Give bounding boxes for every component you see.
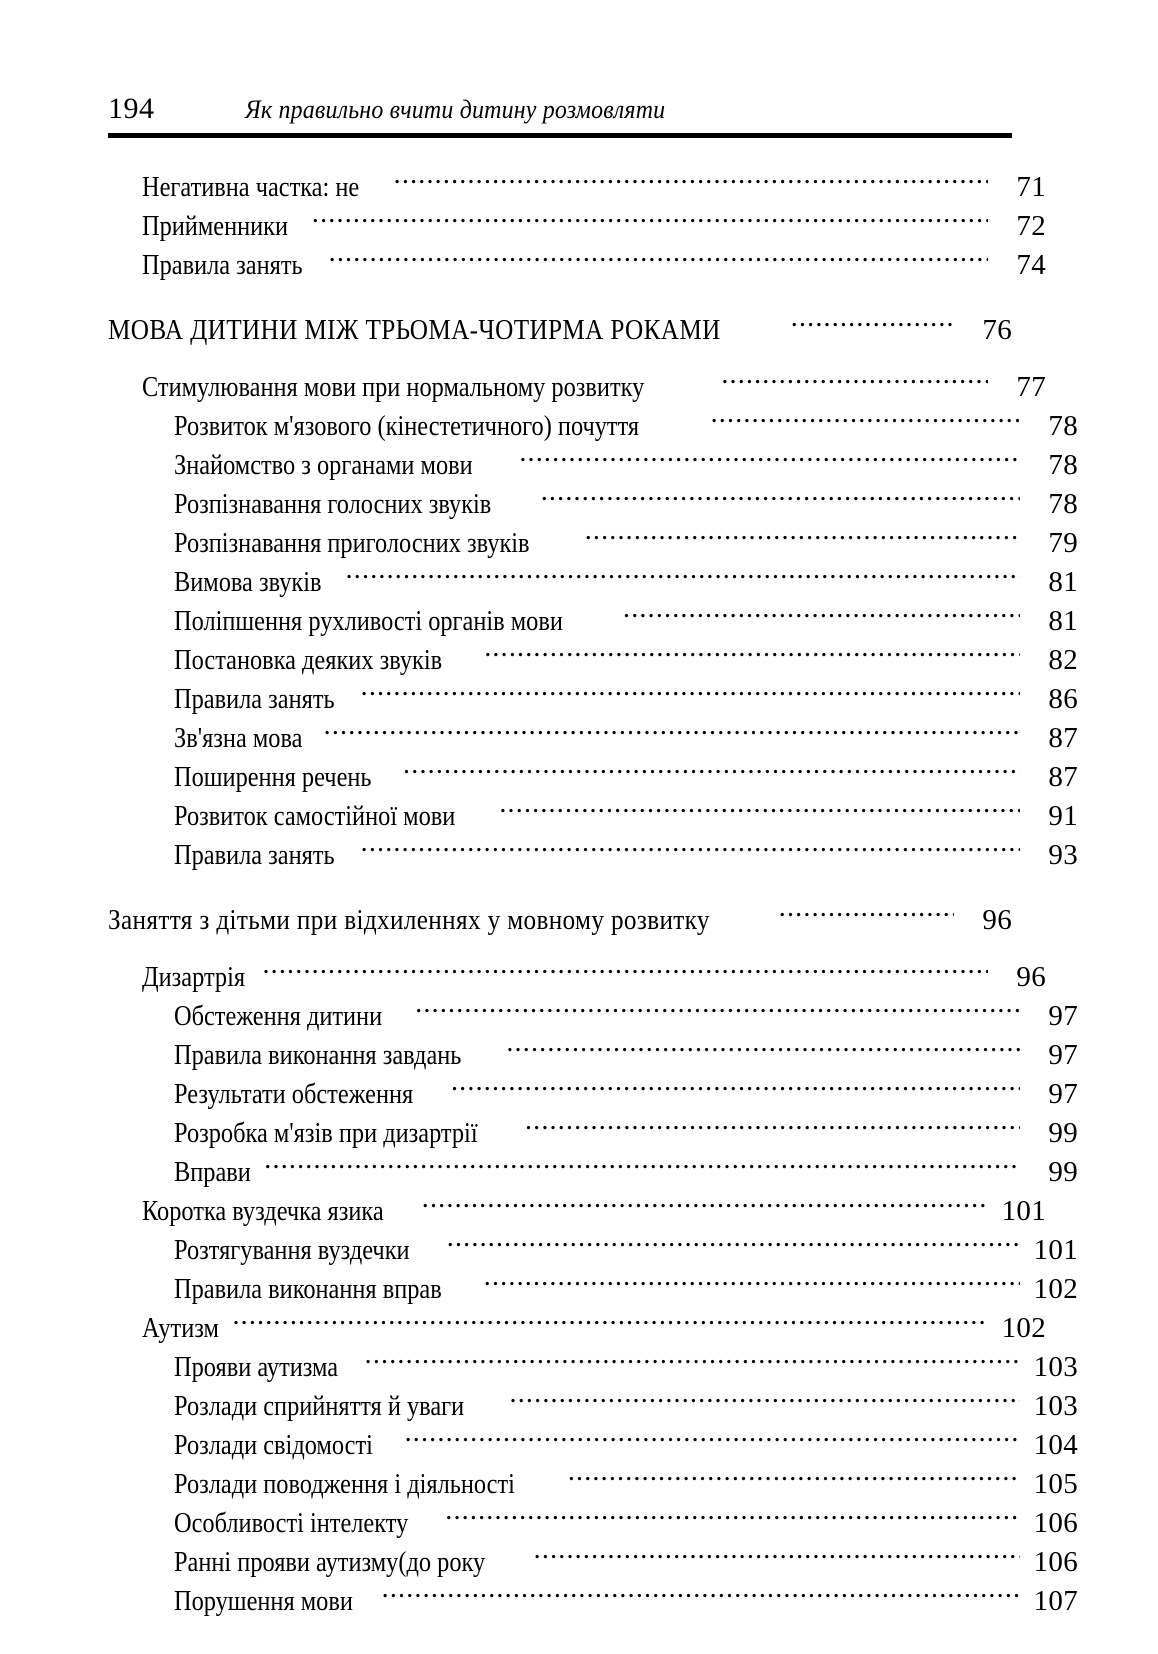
toc-dot-leader bbox=[346, 563, 1020, 591]
toc-entry[interactable] bbox=[108, 641, 1078, 680]
toc-entry-page-number: 81 bbox=[1048, 605, 1078, 637]
toc-entry-page-number: 93 bbox=[1048, 839, 1078, 871]
toc-entry-label: Зв'язна мова bbox=[174, 723, 303, 754]
toc-entry-page-number: 82 bbox=[1048, 644, 1078, 676]
toc-entry-label: МОВА ДИТИНИ МІЖ ТРЬОМА-ЧОТИРМА РОКАМИ bbox=[108, 315, 721, 346]
toc-dot-leader bbox=[403, 758, 1020, 786]
toc-entry[interactable] bbox=[108, 797, 1078, 836]
toc-entry-label: Розвиток м'язового (кінестетичного) почуття bbox=[174, 411, 640, 442]
toc-entry[interactable] bbox=[108, 407, 1078, 446]
toc-entry-label: Поліпшення рухливості органів мови bbox=[174, 606, 563, 637]
toc-entry[interactable] bbox=[108, 1387, 1078, 1426]
toc-entry-page-number: 81 bbox=[1048, 566, 1078, 598]
toc-entry-page-number: 96 bbox=[1016, 961, 1046, 993]
toc-entry-label: Поширення речень bbox=[174, 762, 372, 793]
toc-entry-label: Правила занять bbox=[174, 684, 335, 715]
toc-entry-label: Знайомство з органами мови bbox=[174, 450, 473, 481]
toc-dot-leader bbox=[779, 901, 954, 929]
toc-entry-page-number: 76 bbox=[982, 314, 1012, 346]
toc-entry-label: Вправи bbox=[174, 1157, 251, 1188]
toc-entry[interactable] bbox=[108, 207, 1046, 246]
toc-entry[interactable] bbox=[108, 524, 1078, 563]
toc-entry-page-number: 91 bbox=[1048, 800, 1078, 832]
toc-dot-leader bbox=[506, 1036, 1020, 1064]
toc-entry[interactable] bbox=[108, 1426, 1078, 1465]
toc-entry-label: Результати обстеження bbox=[174, 1079, 414, 1110]
toc-entry-page-number: 96 bbox=[982, 904, 1012, 936]
toc-entry-label: Розлади свідомості bbox=[174, 1430, 373, 1461]
toc-entry-page-number: 72 bbox=[1016, 210, 1046, 242]
toc-entry[interactable] bbox=[108, 1270, 1078, 1309]
toc-dot-leader bbox=[484, 641, 1020, 669]
toc-dot-leader bbox=[361, 680, 1020, 708]
toc-entry-label: Розвиток самостійної мови bbox=[174, 801, 456, 832]
toc-entry[interactable] bbox=[108, 246, 1046, 285]
toc-entry-page-number: 103 bbox=[1033, 1351, 1078, 1383]
toc-entry-page-number: 101 bbox=[1001, 1195, 1046, 1227]
toc-entry-label: Порушення мови bbox=[174, 1586, 353, 1617]
toc-entry-label: Розлади сприйняття й уваги bbox=[174, 1391, 465, 1422]
toc-entry-label: Ранні прояви аутизму(до року bbox=[174, 1547, 486, 1578]
toc-dot-leader bbox=[451, 1075, 1020, 1103]
toc-entry-page-number: 79 bbox=[1048, 527, 1078, 559]
page-folio-number: 194 bbox=[108, 92, 155, 125]
toc-entry-label: Постановка деяких звуків bbox=[174, 645, 443, 676]
toc-dot-leader bbox=[484, 1270, 1020, 1298]
toc-entry-label: Стимулювання мови при нормальному розвитку bbox=[142, 372, 645, 403]
toc-entry-page-number: 97 bbox=[1048, 1078, 1078, 1110]
toc-dot-leader bbox=[541, 485, 1020, 513]
toc-entry[interactable] bbox=[108, 1153, 1078, 1192]
toc-entry-label: Розпізнавання приголосних звуків bbox=[174, 528, 530, 559]
toc-entry-label: Розробка м'язів при дизартрії bbox=[174, 1118, 478, 1149]
toc-dot-leader bbox=[365, 1348, 1020, 1376]
toc-dot-leader bbox=[405, 1426, 1020, 1454]
toc-dot-leader bbox=[519, 446, 1020, 474]
toc-dot-leader bbox=[262, 958, 988, 986]
toc-entry-label: Правила виконання вправ bbox=[174, 1274, 442, 1305]
toc-dot-leader bbox=[329, 246, 988, 274]
toc-entry[interactable] bbox=[108, 901, 1012, 940]
toc-dot-leader bbox=[721, 368, 988, 396]
toc-entry[interactable] bbox=[108, 602, 1078, 641]
toc-dot-leader bbox=[422, 1192, 988, 1220]
toc-dot-leader bbox=[394, 168, 988, 196]
toc-entry-label: Обстеження дитини bbox=[174, 1001, 383, 1032]
toc-entry[interactable] bbox=[108, 719, 1078, 758]
toc-dot-leader bbox=[711, 407, 1020, 435]
toc-entry[interactable] bbox=[108, 446, 1078, 485]
header-divider-rule bbox=[108, 133, 1012, 138]
toc-entry-label: Вимова звуків bbox=[174, 567, 322, 598]
toc-dot-leader bbox=[525, 1114, 1020, 1142]
toc-dot-leader bbox=[534, 1543, 1020, 1571]
table-of-contents bbox=[108, 168, 1078, 1621]
toc-entry-page-number: 104 bbox=[1033, 1429, 1078, 1461]
toc-entry[interactable] bbox=[108, 1231, 1078, 1270]
toc-entry-page-number: 86 bbox=[1048, 683, 1078, 715]
toc-entry-page-number: 102 bbox=[1001, 1312, 1046, 1344]
toc-entry-page-number: 99 bbox=[1048, 1117, 1078, 1149]
toc-entry[interactable] bbox=[108, 485, 1078, 524]
toc-entry-label: Правила занять bbox=[174, 840, 335, 871]
toc-entry-page-number: 77 bbox=[1016, 371, 1046, 403]
toc-entry[interactable] bbox=[108, 836, 1078, 875]
toc-entry[interactable] bbox=[108, 1582, 1078, 1621]
running-head-title: Як правильно вчити дитину розмовляти bbox=[244, 95, 665, 124]
toc-entry-page-number: 101 bbox=[1033, 1234, 1078, 1266]
toc-entry[interactable] bbox=[108, 168, 1046, 207]
toc-dot-leader bbox=[447, 1231, 1020, 1259]
toc-entry-page-number: 106 bbox=[1033, 1507, 1078, 1539]
toc-entry[interactable] bbox=[108, 1036, 1078, 1075]
toc-dot-leader bbox=[445, 1504, 1020, 1532]
toc-entry-page-number: 107 bbox=[1033, 1585, 1078, 1617]
toc-entry-label: Прояви аутизма bbox=[174, 1352, 339, 1383]
toc-entry-page-number: 103 bbox=[1033, 1390, 1078, 1422]
toc-entry-label: Розпізнавання голосних звуків bbox=[174, 489, 492, 520]
toc-entry[interactable] bbox=[108, 1465, 1078, 1504]
toc-entry[interactable] bbox=[108, 563, 1078, 602]
toc-entry-page-number: 97 bbox=[1048, 1000, 1078, 1032]
toc-entry-page-number: 105 bbox=[1033, 1468, 1078, 1500]
toc-entry[interactable] bbox=[108, 1348, 1078, 1387]
toc-entry-page-number: 87 bbox=[1048, 761, 1078, 793]
toc-dot-leader bbox=[791, 311, 954, 339]
toc-entry[interactable] bbox=[108, 958, 1046, 997]
toc-dot-leader bbox=[568, 1465, 1020, 1493]
toc-entry-page-number: 78 bbox=[1048, 410, 1078, 442]
toc-dot-leader bbox=[623, 602, 1020, 630]
toc-entry-label: Аутизм bbox=[142, 1313, 219, 1344]
toc-entry[interactable] bbox=[108, 1192, 1046, 1231]
toc-entry[interactable] bbox=[108, 758, 1078, 797]
toc-entry-label: Негативна частка: не bbox=[142, 172, 360, 203]
toc-entry[interactable] bbox=[108, 368, 1046, 407]
toc-entry[interactable] bbox=[108, 1309, 1046, 1348]
toc-entry-label: Правила виконання завдань bbox=[174, 1040, 462, 1071]
toc-entry-page-number: 87 bbox=[1048, 722, 1078, 754]
toc-entry-page-number: 78 bbox=[1048, 449, 1078, 481]
toc-entry[interactable] bbox=[108, 1075, 1078, 1114]
toc-dot-leader bbox=[361, 836, 1020, 864]
toc-entry-label: Розлади поводження і діяльності bbox=[174, 1469, 515, 1500]
toc-dot-leader bbox=[264, 1153, 1020, 1181]
toc-entry-page-number: 78 bbox=[1048, 488, 1078, 520]
toc-dot-leader bbox=[585, 524, 1020, 552]
toc-dot-leader bbox=[499, 797, 1020, 825]
toc-dot-leader bbox=[415, 997, 1020, 1025]
toc-entry-label: Прийменники bbox=[142, 211, 289, 242]
toc-entry-page-number: 102 bbox=[1033, 1273, 1078, 1305]
toc-dot-leader bbox=[382, 1582, 1020, 1610]
toc-entry-label: Правила занять bbox=[142, 250, 303, 281]
toc-dot-leader bbox=[312, 207, 988, 235]
toc-dot-leader bbox=[510, 1387, 1020, 1415]
toc-dot-leader bbox=[232, 1309, 988, 1337]
toc-entry-label: Особливості інтелекту bbox=[174, 1508, 409, 1539]
toc-entry[interactable] bbox=[108, 680, 1078, 719]
toc-entry-page-number: 97 bbox=[1048, 1039, 1078, 1071]
toc-entry[interactable] bbox=[108, 1504, 1078, 1543]
toc-entry-page-number: 71 bbox=[1016, 171, 1046, 203]
toc-entry-page-number: 74 bbox=[1016, 249, 1046, 281]
toc-entry-page-number: 99 bbox=[1048, 1156, 1078, 1188]
toc-entry[interactable] bbox=[108, 997, 1078, 1036]
toc-entry-label: Заняття з дітьми при відхиленнях у мовному розвитку bbox=[108, 905, 710, 936]
toc-entry-label: Розтягування вуздечки bbox=[174, 1235, 410, 1266]
toc-entry[interactable] bbox=[108, 311, 1012, 350]
toc-entry-page-number: 106 bbox=[1033, 1546, 1078, 1578]
toc-entry[interactable] bbox=[108, 1543, 1078, 1582]
toc-dot-leader bbox=[324, 719, 1020, 747]
toc-entry-label: Коротка вуздечка язика bbox=[142, 1196, 384, 1227]
running-head bbox=[108, 92, 1012, 136]
toc-entry-label: Дизартрія bbox=[142, 962, 246, 993]
toc-entry[interactable] bbox=[108, 1114, 1078, 1153]
